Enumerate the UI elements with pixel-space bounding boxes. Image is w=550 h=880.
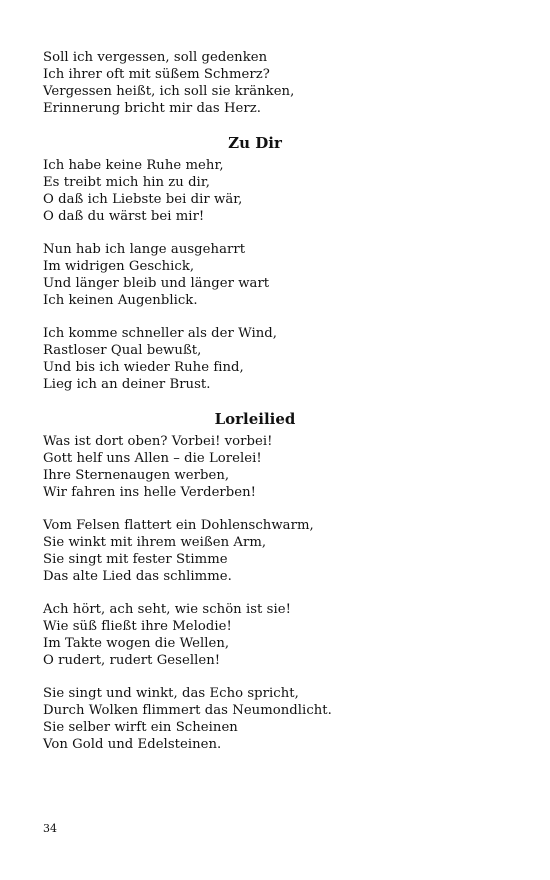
poem-line: Und bis ich wieder Ruhe find, <box>43 360 244 375</box>
poem-line: Ich komme schneller als der Wind, <box>43 326 277 341</box>
poem-line: Durch Wolken flimmert das Neumondlicht. <box>43 703 332 718</box>
poem-line: Ich ihrer oft mit süßem Schmerz? <box>43 67 270 82</box>
poem-line: Ich habe keine Ruhe mehr, <box>43 158 224 173</box>
page-number: 34 <box>43 822 57 835</box>
poem-line: Wir fahren ins helle Verderben! <box>43 485 257 500</box>
poem-line: Ach hört, ach seht, wie schön ist sie! <box>43 602 291 617</box>
poem-line: Von Gold und Edelsteinen. <box>43 737 222 752</box>
poem-line: Vergessen heißt, ich soll sie kränken, <box>43 84 295 99</box>
stanza <box>43 685 550 753</box>
stanza <box>43 325 550 393</box>
stanza <box>43 241 550 309</box>
poem-zu-dir <box>43 133 550 393</box>
poem-line: Sie selber wirft ein Scheinen <box>43 720 238 735</box>
poem-line: Erinnerung bricht mir das Herz. <box>43 101 261 116</box>
poem-line: Ich keinen Augenblick. <box>43 293 198 308</box>
poem-line: Sie winkt mit ihrem weißen Arm, <box>43 535 267 550</box>
poem-line: Soll ich vergessen, soll gedenken <box>43 50 268 65</box>
intro-stanza <box>43 49 550 117</box>
poem-line: Rastloser Qual bewußt, <box>43 343 202 358</box>
poem-line: Vom Felsen flattert ein Dohlenschwarm, <box>43 518 314 533</box>
poem-line: Lieg ich an deiner Brust. <box>43 377 211 392</box>
poem-line: Sie singt mit fester Stimme <box>43 552 228 567</box>
poem-lorleilied <box>43 409 550 753</box>
poem-line: O rudert, rudert Gesellen! <box>43 653 221 668</box>
stanza <box>43 157 550 225</box>
poem-line: Sie singt und winkt, das Echo spricht, <box>43 686 299 701</box>
poem-line: Es treibt mich hin zu dir, <box>43 175 210 190</box>
poem-line: Ihre Sternenaugen werben, <box>43 468 230 483</box>
poem-line: O daß du wärst bei mir! <box>43 209 205 224</box>
poem-line: Was ist dort oben? Vorbei! vorbei! <box>43 434 273 449</box>
poem-line: O daß ich Liebste bei dir wär, <box>43 192 243 207</box>
poem-title: Lorleilied <box>214 410 296 428</box>
stanza <box>43 517 550 585</box>
poem-line: Und länger bleib und länger wart <box>43 276 270 291</box>
poem-title: Zu Dir <box>228 134 282 152</box>
poem-line: Wie süß fließt ihre Melodie! <box>43 619 232 634</box>
poem-line: Gott helf uns Allen – die Lorelei! <box>43 451 262 466</box>
poem-line: Im Takte wogen die Wellen, <box>43 636 230 651</box>
poem-line: Das alte Lied das schlimme. <box>43 569 232 584</box>
stanza <box>43 601 550 669</box>
stanza <box>43 433 550 501</box>
poem-line: Nun hab ich lange ausgeharrt <box>43 242 246 257</box>
poem-line: Im widrigen Geschick, <box>43 259 195 274</box>
